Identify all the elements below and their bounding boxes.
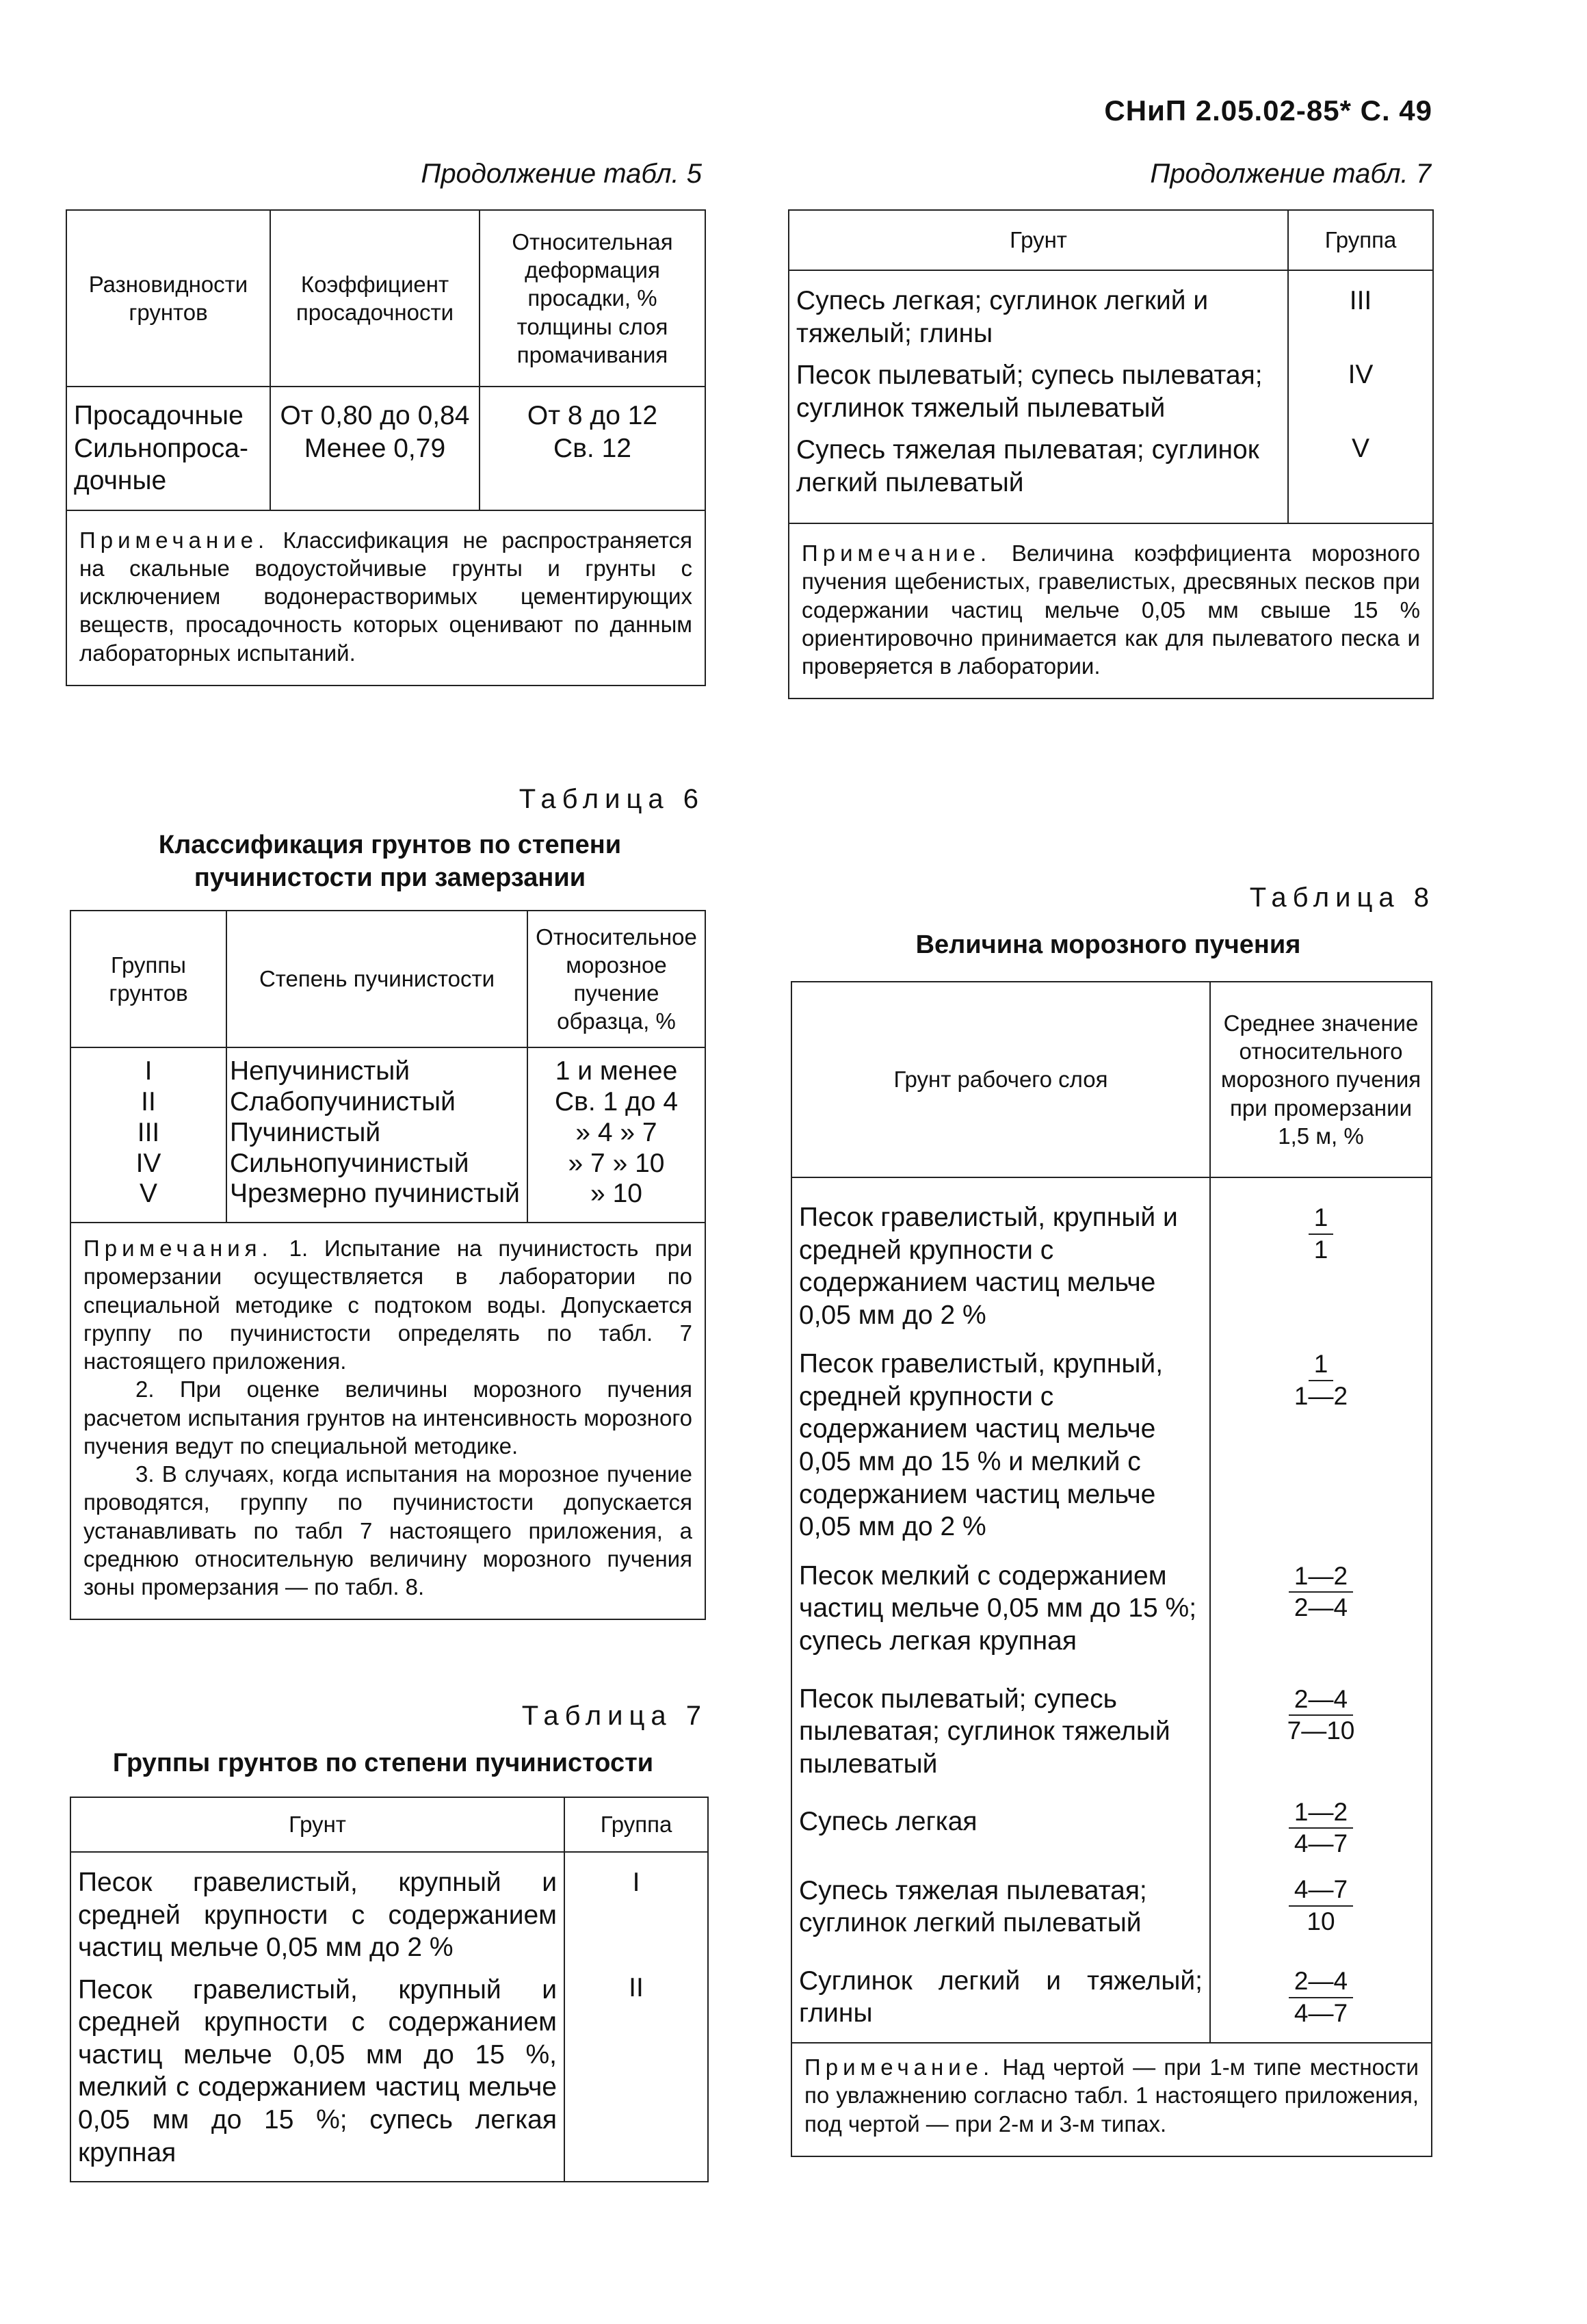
table5-soil-line: Просадочные — [74, 401, 244, 430]
table5-deformations — [480, 387, 705, 510]
table6-title: Классификация грунтов по степени пучинистости при замерзании — [158, 831, 622, 892]
table7-continuation — [788, 209, 1434, 699]
table5-coefficients — [270, 387, 480, 510]
table7-cont-soil: Песок пылеватый; супесь пылеватая; суглинок тяжелый пылеватый — [796, 361, 1263, 423]
table8-fraction-denominator: 7—10 — [1287, 1716, 1355, 1745]
table8-fraction-numerator: 2—4 — [1289, 1686, 1353, 1716]
table7-header-soil: Грунт — [70, 1797, 564, 1852]
table7-soil: Песок гравелистый, крупный и средней крупности с содержанием частиц мельче 0,05 мм до 15 %, мелкий с содержанием частиц мельче 0,05 мм до 15 %; супесь легкая крупная — [78, 1974, 557, 2167]
table7-cont-note-text: Величина коэффициента морозного пучения щебенистых, гравелистых, дресвяных песков при содержании частиц мельче 0,05 мм свыше 15 % ориентировочно принимается как для пылеватого песка и проверяется в лаборатории. — [802, 540, 1420, 679]
table6 — [70, 910, 706, 1620]
table5-header-deform: Относительная деформация просадки, % толщины слоя промачивания — [480, 210, 705, 387]
table8-soil: Песок мелкий с содержанием частиц мельче 0,05 мм до 15 %; супесь легкая крупная — [791, 1556, 1210, 1679]
table8-fraction-numerator: 1 — [1309, 1350, 1334, 1381]
table8-number: Таблица 8 — [1249, 883, 1435, 913]
table6-degree: Непучинистый — [230, 1056, 410, 1086]
table5-continuation-label: Продолжение табл. 5 — [421, 159, 702, 189]
table6-group: III — [137, 1117, 160, 1147]
table8-note-title: Примечание. — [804, 2054, 995, 2080]
table6-notes — [70, 1223, 705, 1619]
table7-cont-soil: Супесь легкая; суглинок легкий и тяжелый; глины — [796, 286, 1209, 348]
table8-value — [1210, 1556, 1432, 1679]
table8-value — [1210, 1344, 1432, 1555]
table8-fraction-denominator: 2—4 — [1294, 1593, 1348, 1622]
table7-soils — [70, 1852, 564, 2182]
table8-soil: Супесь тяжелая пылеватая; суглинок легкий пылеватый — [791, 1870, 1210, 1961]
table8-fraction — [1289, 1799, 1353, 1858]
table6-note-2: 2. При оценке величины морозного пучения расчетом испытания грунтов на интенсивность морозного пучения ведут по специальной методике. — [83, 1376, 692, 1459]
table8-fraction-denominator: 1 — [1313, 1235, 1328, 1264]
table6-note-title: Примечания. — [83, 1236, 273, 1262]
table7-group: II — [629, 1973, 644, 2002]
table7-cont-group: IV — [1348, 360, 1374, 389]
table7-cont-groups — [1288, 270, 1433, 523]
table6-groups — [70, 1047, 226, 1223]
table8-fraction-denominator: 10 — [1307, 1907, 1335, 1935]
table6-group: IV — [135, 1148, 161, 1178]
table8-value — [1210, 1679, 1432, 1793]
table8-fraction-denominator: 4—7 — [1294, 1829, 1348, 1858]
table7-number: Таблица 7 — [521, 1701, 707, 1731]
table7-cont-group: V — [1351, 434, 1369, 463]
table8-value — [1210, 1961, 1432, 2043]
table6-group: II — [141, 1086, 156, 1117]
table6-degree: Сильнопучинистый — [230, 1148, 469, 1178]
table5-soil-line: дочные — [74, 466, 167, 496]
table8-value — [1210, 1177, 1432, 1344]
table5-soil-types — [66, 387, 270, 510]
table8-fraction — [1294, 1350, 1348, 1410]
table8-soil: Суглинок легкий и тяжелый; глины — [791, 1961, 1210, 2043]
table8 — [791, 981, 1432, 2157]
table6-value: Св. 1 до 4 — [554, 1086, 679, 1117]
table8-value — [1210, 1870, 1432, 1961]
table7-group: I — [632, 1868, 640, 1897]
table8-fraction — [1289, 1563, 1353, 1622]
table7-cont-note — [789, 523, 1433, 698]
table5-coef-value: Менее 0,79 — [304, 433, 446, 463]
table6-value: 1 и менее — [555, 1056, 678, 1086]
table7-soil: Песок гравелистый, крупный и средней крупности с содержанием частиц мельче 0,05 мм до 2 % — [78, 1868, 557, 1963]
table6-degree: Слабопучинистый — [230, 1086, 456, 1117]
table6-values — [527, 1047, 705, 1223]
table6-header-degree: Степень пучинистости — [226, 911, 527, 1047]
table6-degrees — [226, 1047, 527, 1223]
table8-fraction-denominator: 1—2 — [1294, 1382, 1348, 1410]
table6-group: V — [139, 1179, 157, 1209]
table6-note-1: 1. Испытание на пучинистость при промерзании осуществляется в лаборатории по специальной методике с подтоком воды. Допускается группу по пучинистости определять по табл. 7 настоящего приложения. — [83, 1236, 693, 1374]
table5-header-coef: Коэффициент просадочности — [270, 210, 480, 387]
table8-fraction — [1287, 1686, 1355, 1745]
table5-note — [66, 510, 705, 686]
table7-header-group: Группа — [564, 1797, 708, 1852]
table8-soil: Песок гравелистый, крупный, средней крупности с содержанием частиц мельче 0,05 мм до 15 % и мелкий с содержанием частиц мельче 0,05 мм до 2 % — [791, 1344, 1210, 1555]
table7-title: Группы грунтов по степени пучинистости — [112, 1749, 654, 1777]
table8-soil: Песок гравелистый, крупный и средней крупности с содержанием частиц мельче 0,05 мм до 2 % — [791, 1177, 1210, 1344]
table8-soil: Песок пылеватый; супесь пылеватая; суглинок тяжелый пылеватый — [791, 1679, 1210, 1793]
table8-soil: Супесь легкая — [791, 1793, 1210, 1870]
table8-fraction-denominator: 4—7 — [1294, 1998, 1348, 2027]
table6-header-value: Относительное морозное пучение образца, % — [527, 911, 705, 1047]
table5-deform-value: Св. 12 — [553, 433, 631, 463]
table7-cont-note-title: Примечание. — [802, 540, 992, 566]
table8-value — [1210, 1793, 1432, 1870]
page-header: СНиП 2.05.02-85* С. 49 — [1104, 94, 1432, 127]
table7-groups — [564, 1852, 708, 2182]
table6-value: » 7 » 10 — [568, 1148, 665, 1178]
table8-fraction — [1289, 1968, 1353, 2027]
table8-fraction-numerator: 1—2 — [1289, 1799, 1353, 1829]
table6-group: I — [144, 1056, 153, 1086]
table5-coef-value: От 0,80 до 0,84 — [280, 401, 470, 430]
table8-fraction — [1289, 1876, 1353, 1935]
table7-cont-header-soil: Грунт — [789, 210, 1288, 270]
table6-value: » 10 — [590, 1179, 642, 1209]
table8-header-value: Среднее значение относительного морозного пучения при промерзании 1,5 м, % — [1210, 982, 1432, 1177]
table6-degree: Чрезмерно пучинистый — [230, 1179, 520, 1209]
table7-cont-group: III — [1349, 286, 1372, 315]
table6-degree: Пучинистый — [230, 1117, 381, 1147]
table5-deform-value: От 8 до 12 — [527, 401, 658, 430]
table8-fraction-numerator: 4—7 — [1289, 1876, 1353, 1907]
table7 — [70, 1797, 709, 2182]
table7-cont-soils — [789, 270, 1288, 523]
table8-note — [791, 2043, 1432, 2156]
table8-title: Величина морозного пучения — [915, 930, 1301, 959]
table8-fraction-numerator: 1 — [1309, 1204, 1334, 1235]
table8-header-soil: Грунт рабочего слоя — [791, 982, 1210, 1177]
table5-note-title: Примечание. — [79, 527, 270, 553]
table6-number: Таблица 6 — [519, 784, 705, 814]
table6-note-3: 3. В случаях, когда испытания на морозное пучение проводятся, группу по пучинистости допускается устанавливать по табл 7 настоящего приложения, а среднюю относительную величину морозного пучения зоны промерзания — по табл. 8. — [83, 1461, 692, 1600]
table7-cont-soil: Супесь тяжелая пылеватая; суглинок легкий пылеватый — [796, 435, 1259, 497]
table6-value: » 4 » 7 — [575, 1117, 657, 1147]
table5-header-type: Разновидности грунтов — [66, 210, 270, 387]
table8-fraction-numerator: 1—2 — [1289, 1563, 1353, 1593]
table7-cont-continuation-label: Продолжение табл. 7 — [1150, 159, 1431, 189]
table6-header-group: Группы грунтов — [70, 911, 226, 1047]
table5 — [66, 209, 706, 686]
table8-fraction — [1309, 1204, 1334, 1264]
table7-cont-header-group: Группа — [1288, 210, 1433, 270]
table8-fraction-numerator: 2—4 — [1289, 1968, 1353, 1998]
table5-soil-line: Сильнопроса- — [74, 433, 248, 463]
table5-note-text: Классификация не распространяется на скальные водоустойчивые грунты и грунты с исключением водонерастворимых цементирующих веществ, просадочность которых оценивают по данным лабораторных испытаний. — [79, 527, 692, 666]
table8-note-text: Над чертой — при 1-м типе местности по увлажнению согласно табл. 1 настоящего приложения, под чертой — при 2-м и 3-м типах. — [804, 2054, 1419, 2137]
